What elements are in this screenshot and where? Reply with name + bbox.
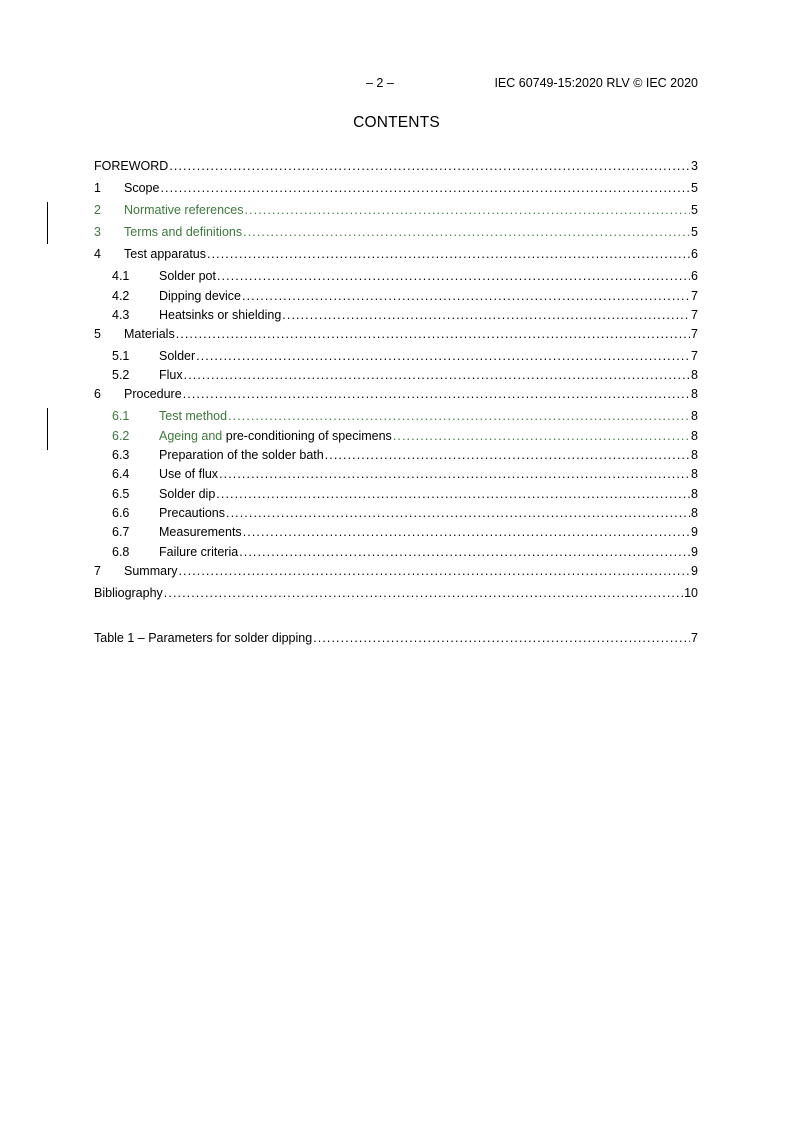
toc-page: 9	[691, 545, 698, 559]
page-number: – 2 –	[366, 76, 394, 90]
toc-label: Table 1 – Parameters for solder dipping	[94, 631, 313, 645]
toc-label	[159, 428, 392, 444]
toc-label: Use of flux	[159, 467, 219, 481]
dot-leader	[282, 307, 690, 323]
toc-page: 8	[691, 429, 698, 443]
toc-page: 8	[691, 387, 698, 401]
dot-leader	[164, 585, 683, 601]
dot-leader	[226, 505, 690, 521]
toc-number: 4.3	[112, 308, 130, 322]
toc-label: Solder pot	[159, 269, 216, 283]
change-bar	[47, 408, 48, 450]
toc-number: 6	[94, 387, 101, 401]
toc-entry-use-of-flux[interactable]	[94, 466, 698, 482]
dot-leader	[178, 563, 690, 579]
dot-leader	[313, 630, 690, 646]
toc-label: Test apparatus	[124, 247, 206, 261]
toc-label: Heatsinks or shielding	[159, 308, 282, 322]
toc-number: 6.6	[112, 506, 130, 520]
toc-number: 4	[94, 247, 101, 261]
dot-leader	[207, 246, 690, 262]
toc-page: 5	[691, 203, 698, 217]
toc-label: Scope	[124, 181, 160, 195]
dot-leader	[239, 544, 690, 560]
toc-entry-foreword[interactable]	[94, 158, 698, 174]
change-bar	[47, 202, 48, 244]
toc-entry-preparation[interactable]	[94, 447, 698, 463]
toc-page: 8	[691, 467, 698, 481]
toc-entry-terms-and-definitions[interactable]	[94, 224, 698, 240]
toc-entry-flux[interactable]	[94, 367, 698, 383]
toc-label-changed: Ageing and	[159, 429, 223, 443]
toc-page: 8	[691, 487, 698, 501]
toc-number: 4.2	[112, 289, 130, 303]
toc-page: 6	[691, 269, 698, 283]
dot-leader	[243, 524, 690, 540]
toc-page: 10	[684, 586, 698, 600]
toc-entry-test-method[interactable]	[94, 408, 698, 424]
toc-entry-solder[interactable]	[94, 348, 698, 364]
toc-entry-failure-criteria[interactable]	[94, 544, 698, 560]
dot-leader	[245, 202, 691, 218]
toc-entry-test-apparatus[interactable]	[94, 246, 698, 262]
dot-leader	[176, 326, 690, 342]
toc-page: 8	[691, 448, 698, 462]
toc-number: 1	[94, 181, 101, 195]
toc-number: 7	[94, 564, 101, 578]
dot-leader	[184, 367, 690, 383]
toc-page: 8	[691, 409, 698, 423]
toc-entry-measurements[interactable]	[94, 524, 698, 540]
dot-leader	[393, 428, 690, 444]
toc-entry-materials[interactable]	[94, 326, 698, 342]
toc-label: Flux	[159, 368, 183, 382]
toc-entry-dipping-device[interactable]	[94, 288, 698, 304]
dot-leader	[196, 348, 690, 364]
dot-leader	[228, 408, 690, 424]
toc-label: Test method	[159, 409, 228, 423]
toc-label: Measurements	[159, 525, 242, 539]
toc-entry-summary[interactable]	[94, 563, 698, 579]
toc-label: Preparation of the solder bath	[159, 448, 324, 462]
toc-number: 3	[94, 225, 101, 239]
toc-number: 6.8	[112, 545, 130, 559]
dot-leader	[216, 486, 690, 502]
toc-label: Solder	[159, 349, 196, 363]
dot-leader	[160, 180, 690, 196]
toc-entry-scope[interactable]	[94, 180, 698, 196]
toc-entry-bibliography[interactable]	[94, 585, 698, 601]
dot-leader	[325, 447, 690, 463]
page-title: CONTENTS	[353, 114, 440, 131]
toc-label: Solder dip	[159, 487, 216, 501]
toc-label: Summary	[124, 564, 178, 578]
toc-label: Materials	[124, 327, 175, 341]
page-header	[94, 76, 698, 92]
toc-label: FOREWORD	[94, 159, 169, 173]
dot-leader	[217, 268, 690, 284]
toc-number: 6.2	[112, 429, 130, 443]
toc-number: 6.7	[112, 525, 130, 539]
toc-label: Terms and definitions	[124, 225, 243, 239]
toc-entry-normative-references[interactable]	[94, 202, 698, 218]
toc-entry-solder-pot[interactable]	[94, 268, 698, 284]
toc-page: 7	[691, 631, 698, 645]
dot-leader	[183, 386, 690, 402]
document-id: IEC 60749-15:2020 RLV © IEC 2020	[494, 76, 698, 90]
toc-label-rest: pre-conditioning of specimens	[222, 429, 392, 443]
toc-number: 6.5	[112, 487, 130, 501]
toc-number: 6.4	[112, 467, 130, 481]
toc-page: 3	[691, 159, 698, 173]
toc-page: 9	[691, 525, 698, 539]
toc-page: 7	[691, 327, 698, 341]
toc-page: 8	[691, 368, 698, 382]
toc-page: 5	[691, 225, 698, 239]
toc-label: Failure criteria	[159, 545, 239, 559]
toc-label: Procedure	[124, 387, 182, 401]
toc-entry-table-1[interactable]	[94, 630, 698, 646]
toc-number: 5	[94, 327, 101, 341]
toc-entry-precautions[interactable]	[94, 505, 698, 521]
toc-page: 5	[691, 181, 698, 195]
toc-page: 9	[691, 564, 698, 578]
toc-number: 5.2	[112, 368, 130, 382]
toc-page: 7	[691, 308, 698, 322]
toc-page: 7	[691, 289, 698, 303]
toc-entry-procedure[interactable]	[94, 386, 698, 402]
toc-number: 4.1	[112, 269, 130, 283]
toc-label: Normative references	[124, 203, 244, 217]
toc-number: 2	[94, 203, 101, 217]
toc-label: Dipping device	[159, 289, 241, 303]
dot-leader	[219, 466, 690, 482]
toc-entry-heatsinks[interactable]	[94, 307, 698, 323]
toc-page: 7	[691, 349, 698, 363]
toc-entry-solder-dip[interactable]	[94, 486, 698, 502]
toc-number: 6.3	[112, 448, 130, 462]
dot-leader	[243, 224, 690, 240]
dot-leader	[169, 158, 690, 174]
toc-page: 8	[691, 506, 698, 520]
toc-label: Bibliography	[94, 586, 163, 600]
toc-number: 6.1	[112, 409, 130, 423]
toc-page: 6	[691, 247, 698, 261]
toc-number: 5.1	[112, 349, 130, 363]
dot-leader	[242, 288, 690, 304]
toc-label: Precautions	[159, 506, 226, 520]
toc-entry-ageing[interactable]	[94, 428, 698, 444]
